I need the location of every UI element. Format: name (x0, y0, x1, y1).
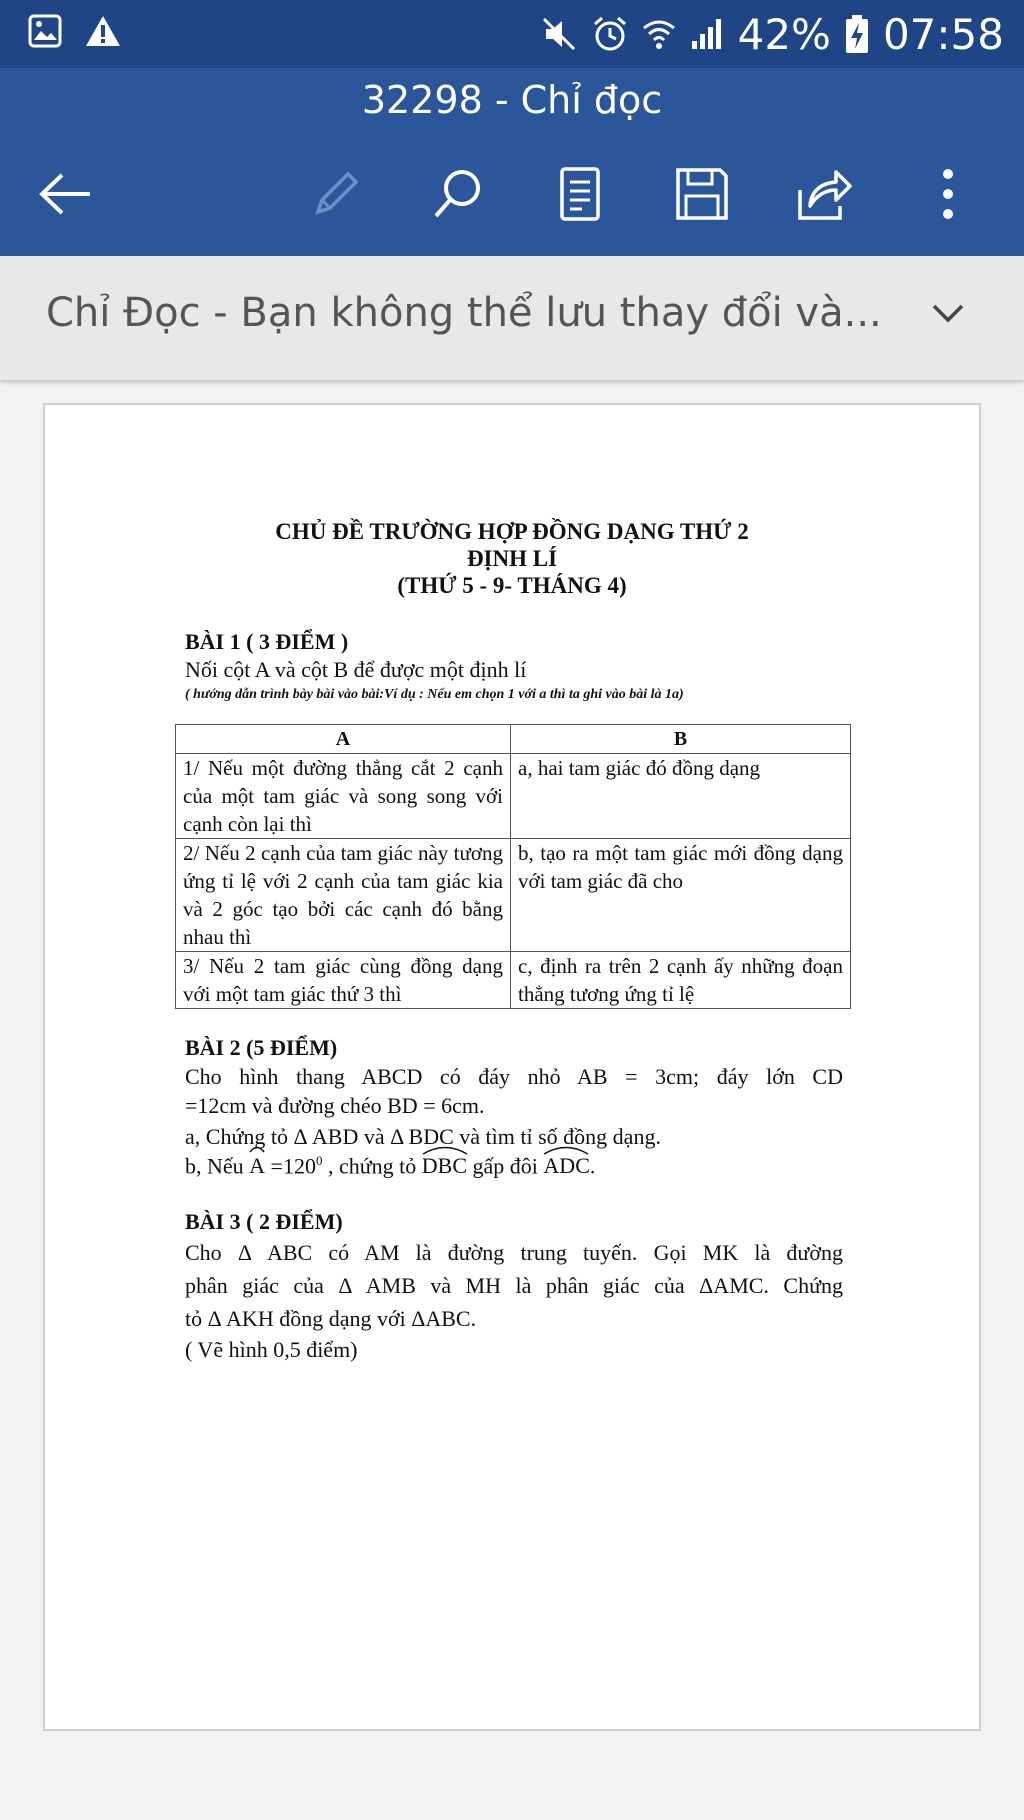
warning-icon (84, 14, 122, 48)
bai3-line1: Cho Δ ABC có AM là đường trung tuyến. Gọi MK là đường (185, 1240, 843, 1265)
table-cell-a1: 1/ Nếu một đường thẳng cắt 2 cạnh của một tam giác và song song với cạnh còn lại thì (176, 754, 511, 839)
angle-arc-icon (249, 1143, 265, 1153)
bai3-line4: ( Vẽ hình 0,5 điểm) (185, 1337, 358, 1362)
save-icon (674, 166, 730, 222)
table-cell-b3: c, định ra trên 2 cạnh ấy những đoạn thẳng tương ứng tỉ lệ (511, 952, 851, 1009)
document-page[interactable] (43, 403, 981, 1731)
angle-dbc (422, 1153, 467, 1179)
bai2-line4 (185, 1153, 595, 1179)
notice-text: Chỉ Đọc - Bạn không thể lưu thay đổi và... (46, 290, 882, 336)
signal-icon (690, 17, 724, 51)
bai2-line4-part: gấp đôi (467, 1153, 544, 1179)
bai2-heading: BÀI 2 (5 ĐIỂM) (185, 1035, 338, 1060)
table-row (176, 952, 851, 1009)
doc-date: (THỨ 5 - 9- THÁNG 4) (397, 573, 627, 598)
share-button[interactable] (790, 160, 858, 228)
chevron-down-icon (930, 296, 966, 332)
wifi-icon (642, 16, 676, 52)
bai2-line2: =12cm và đường chéo BD = 6cm. (185, 1093, 485, 1118)
table-row (176, 754, 851, 839)
table-row (176, 839, 851, 952)
angle-dbc-label: DBC (421, 1153, 468, 1179)
degree-mark: 0 (315, 1153, 323, 1168)
bai1-heading: BÀI 1 ( 3 ĐIỂM ) (185, 629, 349, 654)
back-button[interactable] (32, 160, 100, 228)
angle-adc-label: ADC (543, 1153, 590, 1179)
app-bar (0, 68, 1024, 256)
table-cell-a3: 3/ Nếu 2 tam giác cùng đồng dạng với một tam giác thứ 3 thì (176, 952, 511, 1009)
doc-title: CHỦ ĐỀ TRƯỜNG HỢP ĐỒNG DẠNG THỨ 2 (275, 519, 749, 544)
doc-subtitle: ĐỊNH LÍ (466, 546, 558, 571)
back-arrow-icon (38, 172, 94, 216)
table-cell-b1: a, hai tam giác đó đồng dạng (511, 754, 851, 839)
more-options-button[interactable] (914, 160, 982, 228)
gallery-icon (28, 14, 62, 48)
reading-view-icon (558, 166, 602, 222)
alarm-icon (592, 15, 628, 53)
table-cell-a2: 2/ Nếu 2 cạnh của tam giác này tương ứng tỉ lệ với 2 cạnh của tam giác kia và 2 góc tạo bởi các cạnh đó bằng nhau thì (176, 839, 511, 952)
reading-view-button[interactable] (546, 160, 614, 228)
table-cell-b2: b, tạo ra một tam giác mới đồng dạng với tam giác đã cho (511, 839, 851, 952)
read-only-notice[interactable] (0, 256, 1024, 380)
document-title: 32298 - Chỉ đọc (361, 78, 663, 122)
mute-icon (540, 15, 578, 53)
pencil-icon (308, 166, 364, 222)
bai1-hint: ( hướng dẫn trình bày bài vào bài:Ví dụ : Nếu em chọn 1 với a thì ta ghi vào bài là 1a) (185, 687, 684, 702)
angle-arc-icon (543, 1143, 589, 1155)
bai3-line2: phân giác của Δ AMB và MH là phân giác của ΔAMC. Chứng (185, 1273, 843, 1298)
column-header-a: A (176, 725, 511, 754)
bai2-line3: a, Chứng tỏ Δ ABD và Δ BDC và tìm tỉ số đồng dạng. (185, 1124, 661, 1149)
angle-a-label: A (249, 1153, 266, 1179)
save-button[interactable] (668, 160, 736, 228)
clock-time: 07:58 (882, 9, 1004, 59)
bai1-instruction: Nối cột A và cột B để được một định lí (185, 657, 527, 682)
status-bar (0, 0, 1024, 68)
matching-table (175, 724, 851, 1009)
expand-notice-button[interactable] (930, 296, 966, 337)
bai2-line4-part: b, Nếu (185, 1153, 250, 1179)
bai2-line1: Cho hình thang ABCD có đáy nhỏ AB = 3cm; đáy lớn CD (185, 1064, 843, 1089)
edit-button[interactable] (302, 160, 370, 228)
angle-a (249, 1153, 265, 1179)
more-vertical-icon (938, 166, 958, 222)
share-icon (796, 166, 852, 222)
bai3-heading: BÀI 3 ( 2 ĐIỂM) (185, 1209, 343, 1234)
search-icon (430, 166, 486, 222)
battery-charging-icon (845, 14, 869, 54)
angle-adc (543, 1153, 589, 1179)
battery-percent: 42% (737, 9, 831, 59)
bai3-line3: tỏ Δ AKH đồng dạng với ΔABC. (185, 1306, 477, 1331)
search-button[interactable] (424, 160, 492, 228)
bai2-line4-part: . (589, 1153, 596, 1179)
angle-arc-icon (422, 1143, 468, 1155)
column-header-b: B (511, 725, 851, 754)
table-header-row (176, 725, 851, 754)
bai2-line4-part: =120 (265, 1153, 316, 1179)
bai2-line4-part: , chứng tỏ (322, 1153, 422, 1179)
